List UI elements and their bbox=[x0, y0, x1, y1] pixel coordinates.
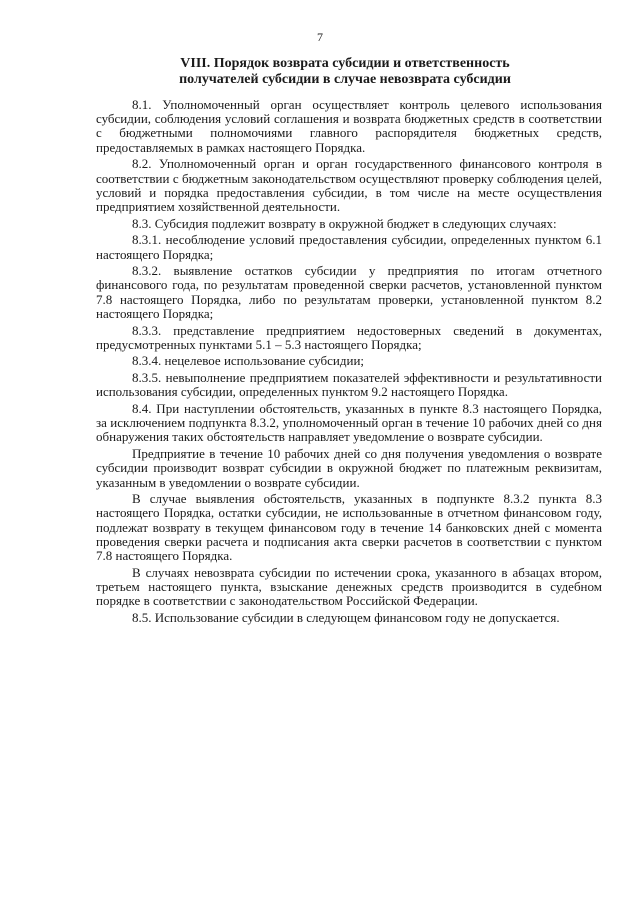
paragraph-8-5: 8.5. Использование субсидии в следующем финансовом году не допускается. bbox=[132, 609, 560, 625]
paragraph-8-4-return: Предприятие в течение 10 рабочих дней со дня получения уведомления о возврате субсидии производит возврат субсидии в окружной бюджет по платежным реквизитам, указанным в уведомлении о возврате субсидии. bbox=[96, 446, 602, 490]
section-heading bbox=[90, 56, 600, 88]
paragraph-8-4-remainder: В случае выявления обстоятельств, указанных в подпункте 8.3.2 пункта 8.3 настоящего Порядка, остатки субсидии, не использованные в отчетном финансовом году, подлежат возврату в текущем финансовом году в течение 14 банковских дней с момента проведения сверки расчета и подписания акта сверки расчетов в соответствии с пунктом 7.8 настоящего Порядка. bbox=[96, 491, 602, 564]
paragraph-8-3-2: 8.3.2. выявление остатков субсидии у предприятия по итогам отчетного финансового года, по результатам проведенной сверки расчетов, установленной пунктом 7.8 настоящего Порядка, либо по результатам проверки, установленной пунктом 8.2 настоящего Порядка; bbox=[96, 263, 602, 321]
section-heading-line-2: получателей субсидии в случае невозврата субсидии bbox=[179, 72, 511, 87]
paragraph-8-4: 8.4. При наступлении обстоятельств, указанных в пункте 8.3 настоящего Порядка, за исключением подпункта 8.3.2, уполномоченный орган в течение 10 рабочих дней со дня обнаружения таких обстоятельств направляет уведомление о возврате субсидии. bbox=[96, 401, 602, 445]
paragraph-8-1: 8.1. Уполномоченный орган осуществляет контроль целевого использования субсидии, соблюдения условий соглашения и возврата бюджетных средств в соответствии с бюджетными полномочиями главного распорядителя бюджетных средств, предоставляемых в рамках настоящего Порядка. bbox=[96, 97, 602, 155]
page-number: 7 bbox=[317, 30, 323, 44]
paragraph-8-3: 8.3. Субсидия подлежит возврату в окружной бюджет в следующих случаях: bbox=[132, 215, 557, 231]
paragraph-8-3-3: 8.3.3. представление предприятием недостоверных сведений в документах, предусмотренных пунктами 5.1 – 5.3 настоящего Порядка; bbox=[96, 322, 602, 352]
paragraph-8-3-5: 8.3.5. невыполнение предприятием показателей эффективности и результативности использования субсидии, определенных пунктом 9.2 настоящего Порядка. bbox=[96, 370, 602, 400]
paragraph-8-3-4: 8.3.4. нецелевое использование субсидии; bbox=[132, 353, 365, 369]
section-heading-line-1: VIII. Порядок возврата субсидии и ответственность bbox=[180, 56, 510, 71]
paragraph-8-2: 8.2. Уполномоченный орган и орган государственного финансового контроля в соответствии с бюджетным законодательством осуществляют проверку соблюдения целей, условий и порядка предоставления субсидии, в том числе на месте осуществления предприятием хозяйственной деятельности. bbox=[96, 156, 602, 214]
paragraph-8-3-1: 8.3.1. несоблюдение условий предоставления субсидии, определенных пунктом 6.1 настоящего Порядка; bbox=[96, 232, 602, 262]
paragraph-8-4-court: В случаях невозврата субсидии по истечении срока, указанного в абзацах втором, третьем настоящего пункта, взыскание денежных средств производится в судебном порядке в соответствии с законодательством Российской Федерации. bbox=[96, 564, 602, 609]
document-body bbox=[96, 98, 602, 628]
